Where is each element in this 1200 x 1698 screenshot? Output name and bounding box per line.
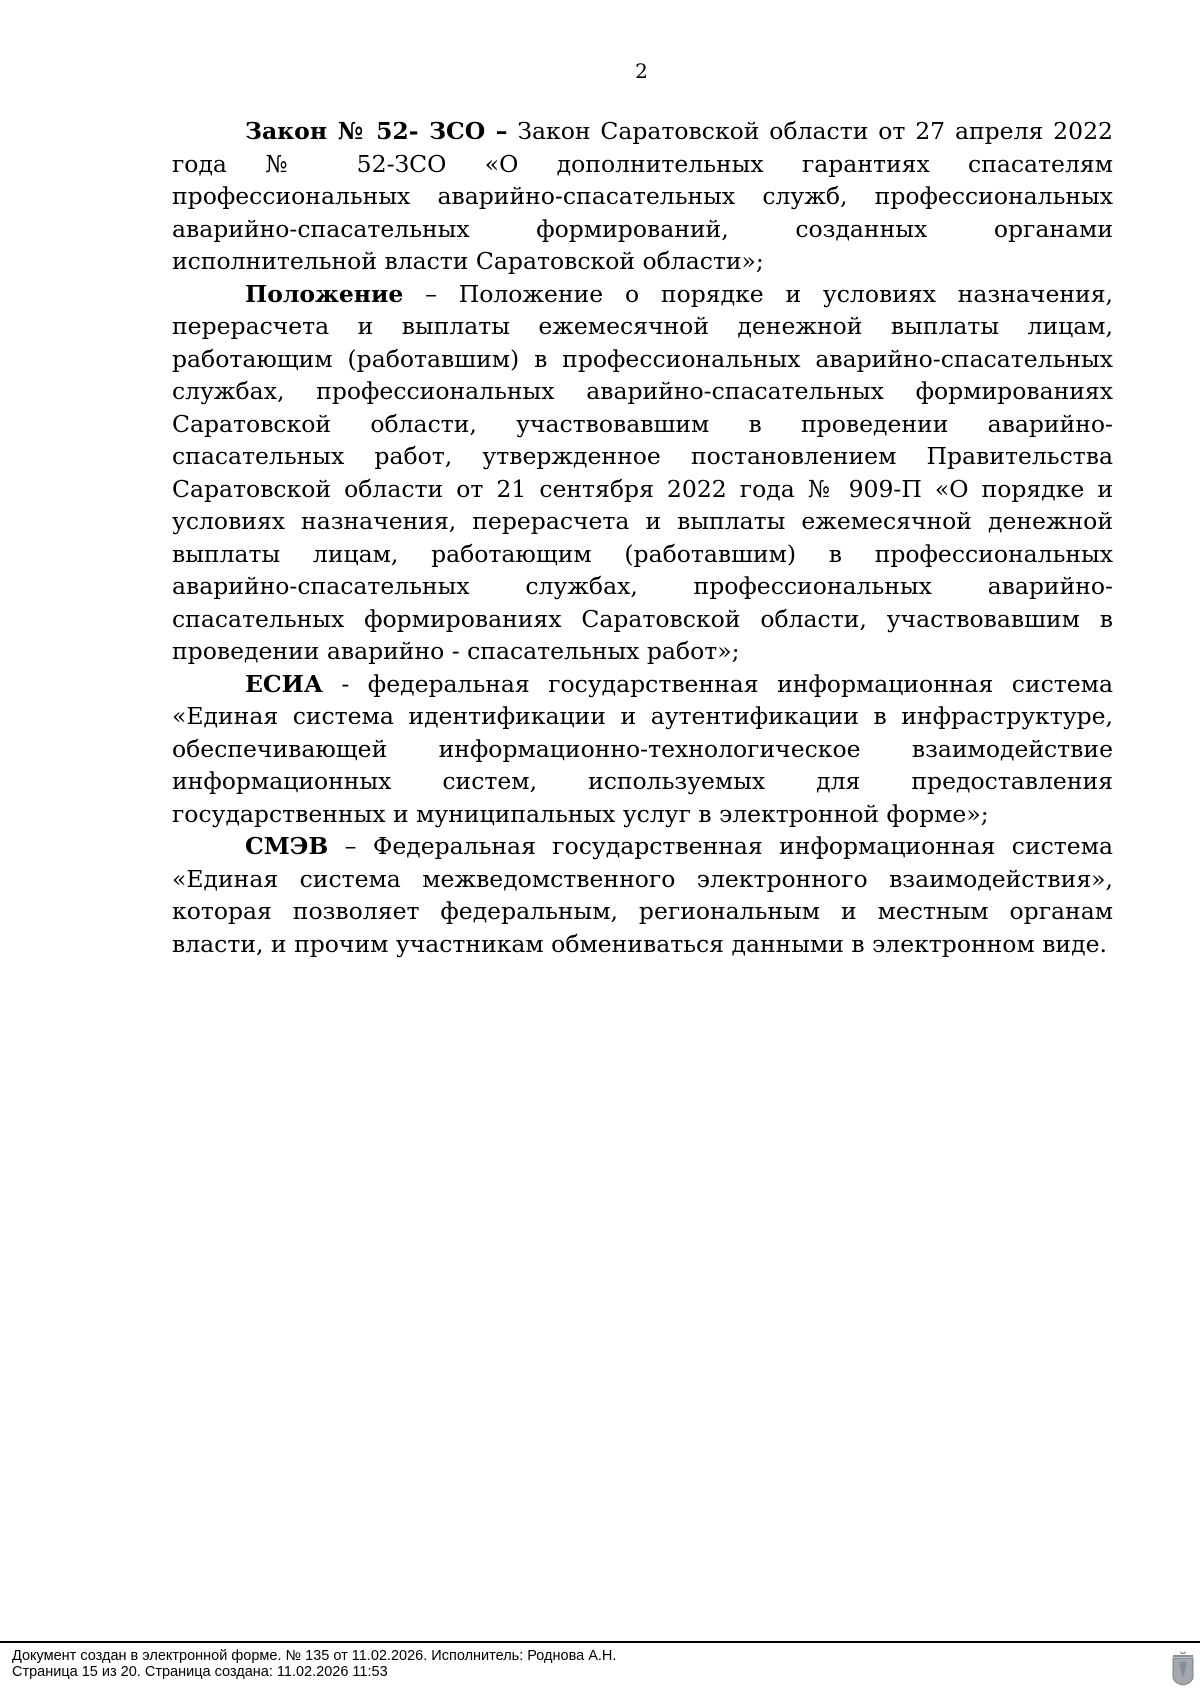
definition-esia [172,668,1113,831]
definition-text: - федеральная государственная информационная система «Единая система идентификации и аутентификации в инфраструктуре, обеспечивающей информационно-технологическое взаимодействие информационных систем, используемых для предоставления государственных и муниципальных услуг в электронной форме»; [172,669,1113,828]
definition-text: – Федеральная государственная информационная система «Единая система межведомственного электронного взаимодействия», которая позволяет федеральным, региональным и местным органам власти, и прочим участникам обмениваться данными в электронном виде. [172,832,1113,958]
page-number: 2 [635,59,648,83]
definition-text: Закон Саратовской области от 27 апреля 2022 года № 52-ЗСО «О дополнительных гарантиях спасателям профессиональных аварийно-спасательных служб, профессиональных аварийно-спасательных формирований, созданных органами исполнительной власти Саратовской области»; [172,117,1113,275]
definition-term: Закон № 52- ЗСО – [245,117,508,145]
footer-page-info: Страница 15 из 20. Страница создана: 11.02.2026 11:53 [12,1664,388,1680]
definition-term: СМЭВ [245,832,329,860]
coat-of-arms-seal-icon [1172,1650,1194,1686]
electronic-document-footer [12,1648,616,1680]
definition-text: – Положение о порядке и условиях назначения, перерасчета и выплаты ежемесячной денежной выплаты лицам, работающим (работавшим) в профессиональных аварийно-спасательных службах, профессиональных аварийно-спасательных формированиях Саратовской области, участвовавшим в проведении аварийно-спасательных работ, утвержденное постановлением Правительства Саратовской области от 21 сентября 2022 года № 909-П «О порядке и условиях назначения, перерасчета и выплаты ежемесячной денежной выплаты лицам, работающим (работавшим) в профессиональных аварийно-спасательных службах, профессиональных аварийно-спасательных формированиях Саратовской области, участвовавшим в проведении аварийно - спасательных работ»; [172,279,1113,665]
document-body [172,115,1113,960]
definition-smev [172,830,1113,960]
footer-divider [0,1641,1200,1643]
definition-term: Положение [245,279,404,308]
definition-zakon-52-zso [172,115,1113,278]
footer-document-info: Документ создан в электронной форме. № 135 от 11.02.2026. Исполнитель: Роднова А.Н. [12,1648,617,1664]
definition-polozhenie [172,278,1113,668]
definition-term: ЕСИА [245,669,323,698]
